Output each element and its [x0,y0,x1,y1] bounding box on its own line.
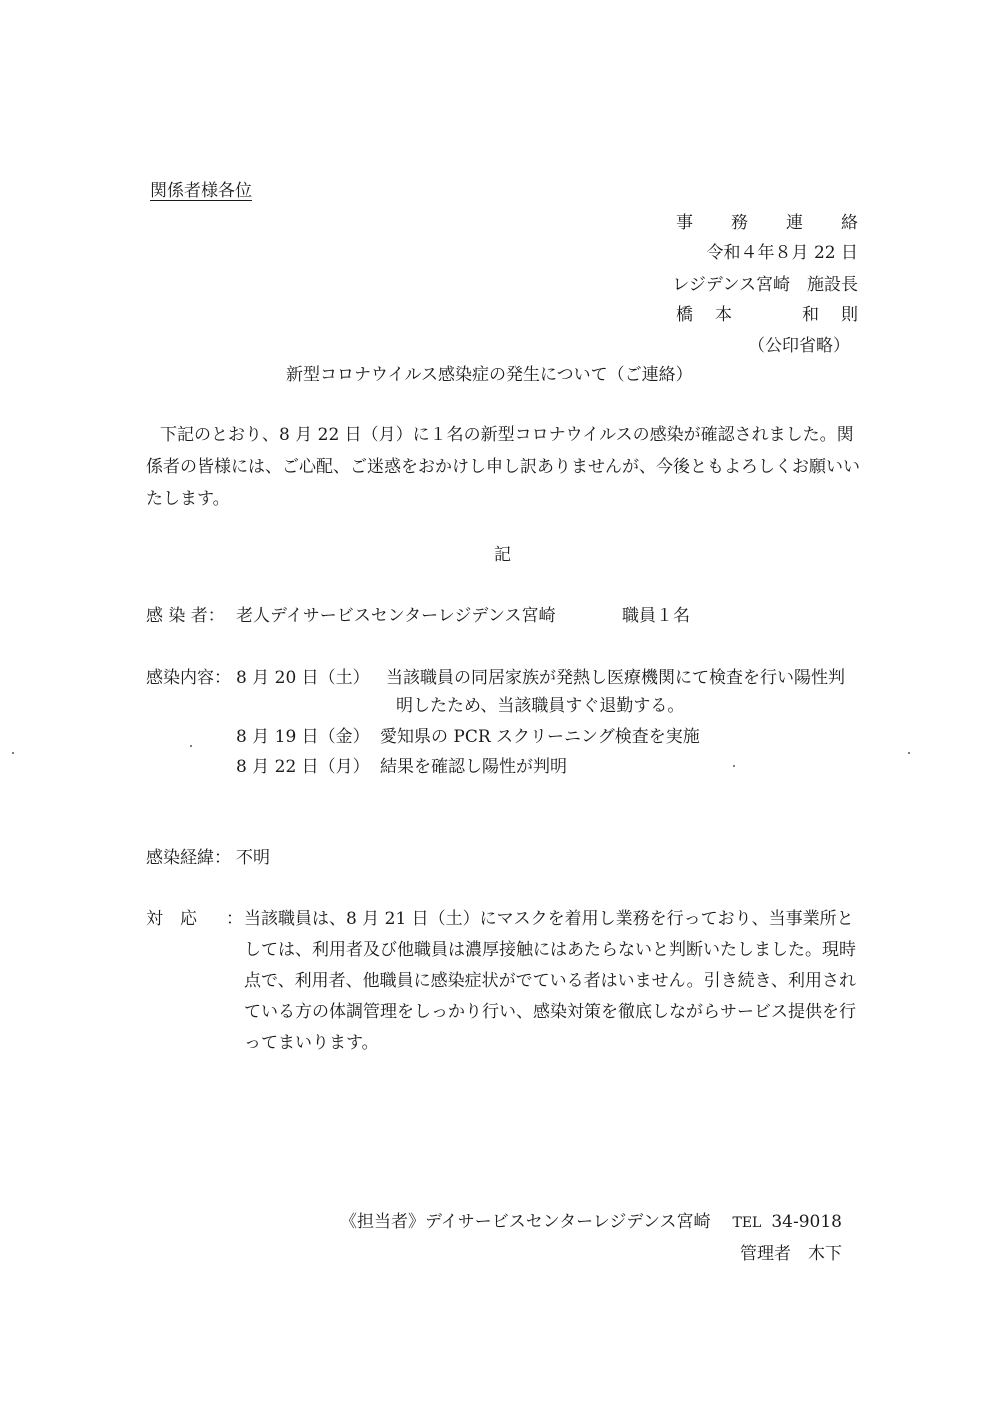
intro-text: 下記のとおり、8 月 22 日（月）に１名の新型コロナウイルスの感染が確認されました。関係者の皆様には、ご心配、ご迷惑をおかけし申し訳ありませんが、今後ともよろしくお願いいたします。 [146,425,860,509]
infected-facility: 老人デイサービスセンターレジデンス宮崎 [236,606,556,626]
infected-count: 職員１名 [622,606,690,626]
sender-name-char: 本 [715,305,732,325]
sender-name-char: 橋 [676,305,693,325]
document-subject: 新型コロナウイルス感染症の発生について（ご連絡） [286,365,693,385]
response-text: 当該職員は、8 月 21 日（土）にマスクを着用し業務を行っており、当事業所としては、利用者及び他職員は濃厚接触にはあたらないと判断いたしました。現時点で、利用者、他職員に感染症状がでている者はいません。引き続き、利用されている方の体調管理をしっかり行い、感染対策を徹底しながらサービス提供を行ってまいります。 [244,909,856,1053]
ki-heading: 記 [494,545,511,565]
content-row-text: 当該職員の同居家族が発熱し医療機関にて検査を行い陽性判 [386,668,845,688]
contact-line [340,1207,842,1232]
intro-paragraph [146,419,862,515]
content-label: 感染内容： [146,668,231,688]
scan-speck [733,765,735,767]
sender-name-char: 則 [841,305,858,325]
content-row-date: 8 月 22 日（月） [236,757,370,777]
content-row-text: 結果を確認し陽性が判明 [380,757,567,777]
doc-type-char: 務 [731,213,748,233]
route-value: 不明 [236,848,270,868]
contact-phone [733,1212,843,1232]
doc-type-char: 絡 [841,213,858,233]
sender-organization: レジデンス宮崎 施設長 [672,275,858,295]
tel-label: TEL [732,1215,762,1231]
content-row-continuation: 明したため、当該職員すぐ退勤する。 [396,696,685,716]
sender-name [676,300,858,325]
tel-number: 34-9018 [771,1212,842,1232]
manager-name: 管理者 木下 [740,1244,842,1264]
content-row-date: 8 月 20 日（土） [236,668,370,688]
content-row-text: 愛知県の PCR スクリーニング検査を実施 [380,727,700,747]
doc-type-char: 事 [676,213,693,233]
scan-speck [908,752,910,754]
infected-label: 感 染 者： [146,606,225,626]
seal-note: （公印省略） [748,336,850,356]
response-label: 対 応 [146,909,197,929]
scan-speck [190,745,192,747]
response-colon: ： [226,909,243,929]
sender-name-char: 和 [802,305,819,325]
contact-person: 《担当者》デイサービスセンターレジデンス宮崎 [339,1212,711,1232]
addressee: 関係者様各位 [150,181,252,201]
doc-type-char: 連 [786,213,803,233]
document-type [676,208,858,233]
document-date: 令和４年８月 22 日 [706,243,858,263]
content-row-date: 8 月 19 日（金） [236,727,370,747]
scan-speck [12,752,14,754]
route-label: 感染経緯： [146,848,231,868]
